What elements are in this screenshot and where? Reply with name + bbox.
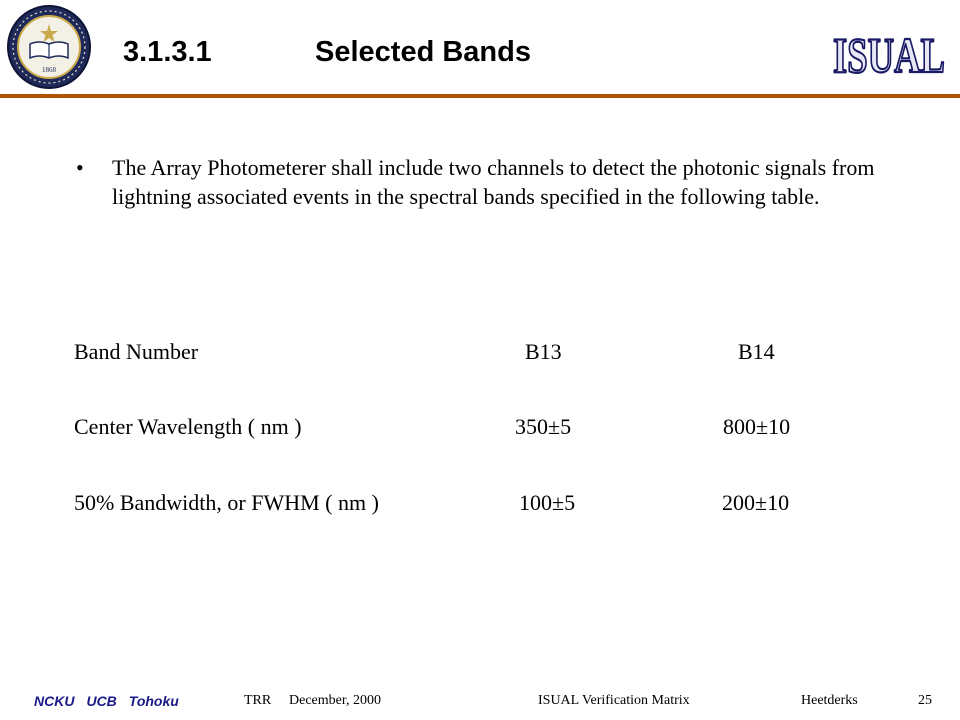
footer-orgs	[34, 690, 191, 712]
footer-doc-title: ISUAL Verification Matrix	[538, 693, 690, 708]
row-label-center-wavelength: Center Wavelength ( nm )	[74, 414, 302, 439]
seal-year: 1868	[42, 66, 56, 74]
row-value-b13: 100±5	[519, 490, 576, 515]
header-label: Band Number	[74, 339, 199, 364]
header-b13: B13	[525, 339, 562, 364]
section-number: 3.1.3.1	[123, 36, 212, 68]
bullet-dot: •	[76, 155, 84, 180]
isual-logo	[830, 22, 948, 84]
row-value-b13: 350±5	[515, 414, 572, 439]
org-tohoku: Tohoku	[128, 693, 179, 709]
footer-author: Heetderks	[801, 693, 858, 708]
title-text: Selected Bands	[315, 36, 531, 68]
header-b14: B14	[738, 339, 775, 364]
requirement-text: The Array Photometerer shall include two channels to detect the photonic signals from lightning associated events in the spectral bands specified in the following table.	[112, 155, 875, 209]
requirement-bullet	[76, 153, 876, 211]
footer-date: December, 2000	[289, 693, 381, 708]
header-divider	[0, 94, 960, 98]
logo-text: ISUAL	[833, 27, 945, 83]
row-value-b14: 800±10	[723, 414, 791, 439]
org-ucb: UCB	[86, 693, 117, 709]
page-title	[123, 34, 531, 70]
footer-event: TRR	[244, 693, 272, 708]
row-value-b14: 200±10	[722, 490, 790, 515]
row-label-bandwidth: 50% Bandwidth, or FWHM ( nm )	[74, 490, 379, 515]
slide-footer	[0, 690, 960, 712]
org-ncku: NCKU	[34, 693, 75, 709]
page-number: 25	[918, 693, 932, 708]
university-seal	[6, 4, 92, 90]
